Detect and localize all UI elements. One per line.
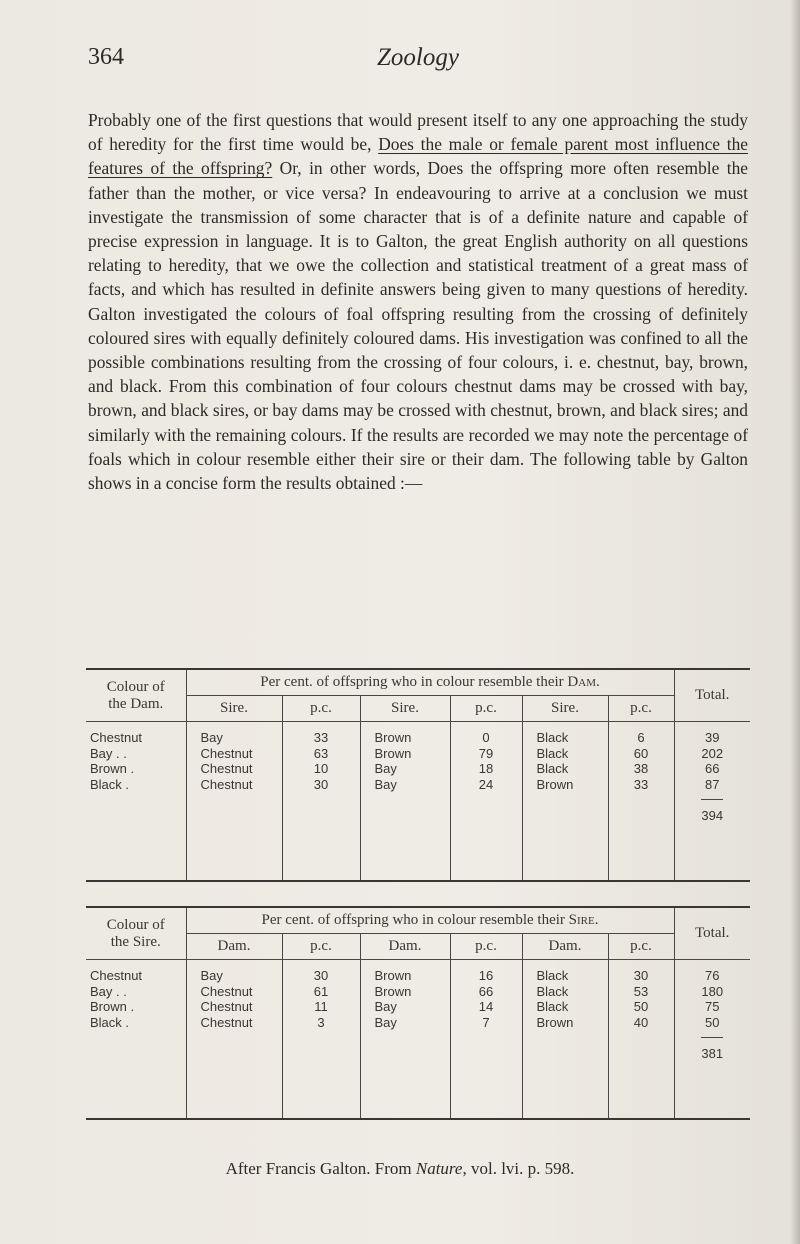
colour-of-sire-header: Colour of the Sire.	[106, 916, 165, 950]
dam-subheader-pc-2: p.c.	[450, 696, 522, 722]
dam-span-header: Per cent. of offspring who in colour resemble their Dam.	[186, 669, 674, 696]
list-item: Brown	[374, 730, 412, 745]
list-item: 11	[314, 999, 328, 1014]
sire-total-header: Total.	[674, 907, 750, 960]
list-item: Brown	[536, 1014, 574, 1030]
dam-sire3-column	[522, 722, 608, 882]
paragraph-text-1: Probably one of the first questions that would present itself to any one approaching the study of heredity for the first time would be,	[88, 110, 748, 155]
list-item: 30	[633, 968, 649, 983]
list-item: Bay . .	[90, 745, 127, 761]
list-item: 40	[633, 1014, 649, 1030]
list-item: Brown	[374, 968, 412, 983]
list-item: Chestnut	[200, 745, 253, 761]
sire-pc1-column	[282, 960, 360, 1120]
list-item: Chestnut	[90, 968, 143, 983]
list-item: 33	[633, 776, 649, 792]
list-item: 16	[478, 968, 494, 983]
dam-resemblance-table	[86, 668, 750, 882]
list-item: Black	[536, 983, 569, 999]
list-item: 6	[637, 730, 645, 745]
sire-dam1-column	[186, 960, 282, 1120]
list-item: Black	[536, 999, 569, 1014]
list-item: 53	[633, 983, 649, 999]
body-paragraph	[88, 108, 748, 495]
list-item: 50	[633, 999, 649, 1014]
sum-rule	[701, 799, 723, 800]
list-item: 66	[478, 983, 494, 999]
dam-subheader-sire-1: Sire.	[186, 696, 282, 722]
list-item: 30	[313, 776, 329, 792]
list-item: 33	[313, 730, 329, 745]
list-item: 7	[482, 1014, 490, 1030]
list-item: Chestnut	[90, 730, 143, 745]
dam-pc3-column	[608, 722, 674, 882]
list-item: Chestnut	[200, 761, 253, 776]
sire-subheader-pc-3: p.c.	[608, 934, 674, 960]
list-item: 14	[478, 999, 494, 1014]
list-item: Chestnut	[200, 999, 253, 1014]
list-item: Bay . .	[90, 983, 127, 999]
list-item: Brown .	[90, 999, 135, 1014]
list-item: 76	[705, 968, 720, 983]
sire-colour-column	[86, 960, 186, 1120]
sire-subheader-dam-1: Dam.	[186, 934, 282, 960]
list-item: 24	[478, 776, 494, 792]
dam-total-column	[674, 722, 750, 882]
list-item: 3	[317, 1014, 325, 1030]
list-item: Brown .	[90, 761, 135, 776]
sire-pc3-column	[608, 960, 674, 1120]
sire-pc2-column	[450, 960, 522, 1120]
sire-grand-total: 381	[701, 1045, 724, 1061]
sum-rule	[701, 1037, 723, 1038]
dam-colour-column	[86, 722, 186, 882]
running-title: Zoology	[377, 44, 459, 71]
dam-total-header: Total.	[674, 669, 750, 722]
list-item: Bay	[200, 968, 223, 983]
list-item: Black	[536, 730, 569, 745]
sire-subheader-dam-2: Dam.	[360, 934, 450, 960]
dam-subheader-sire-2: Sire.	[360, 696, 450, 722]
list-item: Black .	[90, 776, 130, 792]
list-item: Chestnut	[200, 983, 253, 999]
list-item: 180	[701, 983, 724, 999]
list-item: Bay	[374, 1014, 397, 1030]
list-item: 10	[313, 761, 329, 776]
dam-sire2-column	[360, 722, 450, 882]
dam-sire1-column	[186, 722, 282, 882]
dam-pc2-column	[450, 722, 522, 882]
list-item: Chestnut	[200, 1014, 253, 1030]
list-item: 39	[705, 730, 720, 745]
list-item: 87	[705, 776, 720, 792]
list-item: Black .	[90, 1014, 130, 1030]
list-item: Bay	[200, 730, 223, 745]
list-item: 50	[705, 1014, 720, 1030]
list-item: 30	[313, 968, 329, 983]
list-item: Brown	[536, 776, 574, 792]
list-item: 61	[313, 983, 329, 999]
list-item: 18	[478, 761, 494, 776]
list-item: Bay	[374, 999, 397, 1014]
list-item: Brown	[374, 983, 412, 999]
sire-total-column	[674, 960, 750, 1120]
colour-of-dam-header: Colour of the Dam.	[106, 678, 165, 712]
sire-resemblance-table	[86, 906, 750, 1120]
page-edge-shadow	[790, 0, 800, 1244]
list-item: 63	[313, 745, 329, 761]
sire-dam3-column	[522, 960, 608, 1120]
paragraph-text-2: Or, in other words, Does the offspring more often resemble the father than the mother, or vice versa? In endeavouring to arrive at a conclusion we must investigate the transmission of some character that is of a definite nature and capable of precise expression in language. It is to Galton, the great English authority on all questions relating to heredity, that we owe the collection and statistical treatment of a great mass of facts, and which has resulted in definite answers being given to many questions of heredity. Galton investigated the colours of foal offspring resulting from the crossing of definitely coloured sires with equally definitely coloured dams. His investigation was confined to all the possible combinations resulting from the crossing of four colours, i. e. chestnut, bay, brown, and black. From this combination of four colours chestnut dams may be crossed with bay, brown, and black sires, or bay dams may be crossed with chestnut, brown, and black sires; and similarly with the remaining colours. If the results are recorded we may note the percentage of foals which in colour resemble either their sire or their dam. The following table by Galton shows in a concise form the results obtained :—	[88, 158, 748, 494]
list-item: Bay	[374, 761, 397, 776]
list-item: 38	[633, 761, 649, 776]
list-item: 66	[705, 761, 720, 776]
caption-journal: Nature	[415, 1159, 463, 1178]
page-header	[88, 44, 748, 84]
list-item: Bay	[374, 776, 397, 792]
dam-subheader-pc-3: p.c.	[608, 696, 674, 722]
list-item: Chestnut	[200, 776, 253, 792]
sire-span-header: Per cent. of offspring who in colour resemble their Sire.	[186, 907, 674, 934]
dam-pc1-column	[282, 722, 360, 882]
sire-dam2-column	[360, 960, 450, 1120]
underlined-question: Does the male or female parent most influence the features of the offspring?	[88, 134, 749, 179]
list-item: 60	[633, 745, 649, 761]
list-item: 202	[701, 745, 724, 761]
list-item: Black	[536, 761, 569, 776]
page-number: 364	[88, 44, 124, 70]
dam-grand-total: 394	[701, 807, 724, 823]
list-item: Black	[536, 745, 569, 761]
dam-subheader-pc-1: p.c.	[282, 696, 360, 722]
sire-subheader-pc-1: p.c.	[282, 934, 360, 960]
list-item: Black	[536, 968, 569, 983]
table-caption	[0, 1159, 800, 1179]
caption-prefix: After Francis Galton. From	[225, 1159, 416, 1178]
list-item: 79	[478, 745, 494, 761]
caption-suffix: , vol. lvi. p. 598.	[462, 1159, 575, 1178]
sire-subheader-pc-2: p.c.	[450, 934, 522, 960]
list-item: 75	[705, 999, 720, 1014]
dam-subheader-sire-3: Sire.	[522, 696, 608, 722]
sire-subheader-dam-3: Dam.	[522, 934, 608, 960]
list-item: 0	[482, 730, 490, 745]
list-item: Brown	[374, 745, 412, 761]
